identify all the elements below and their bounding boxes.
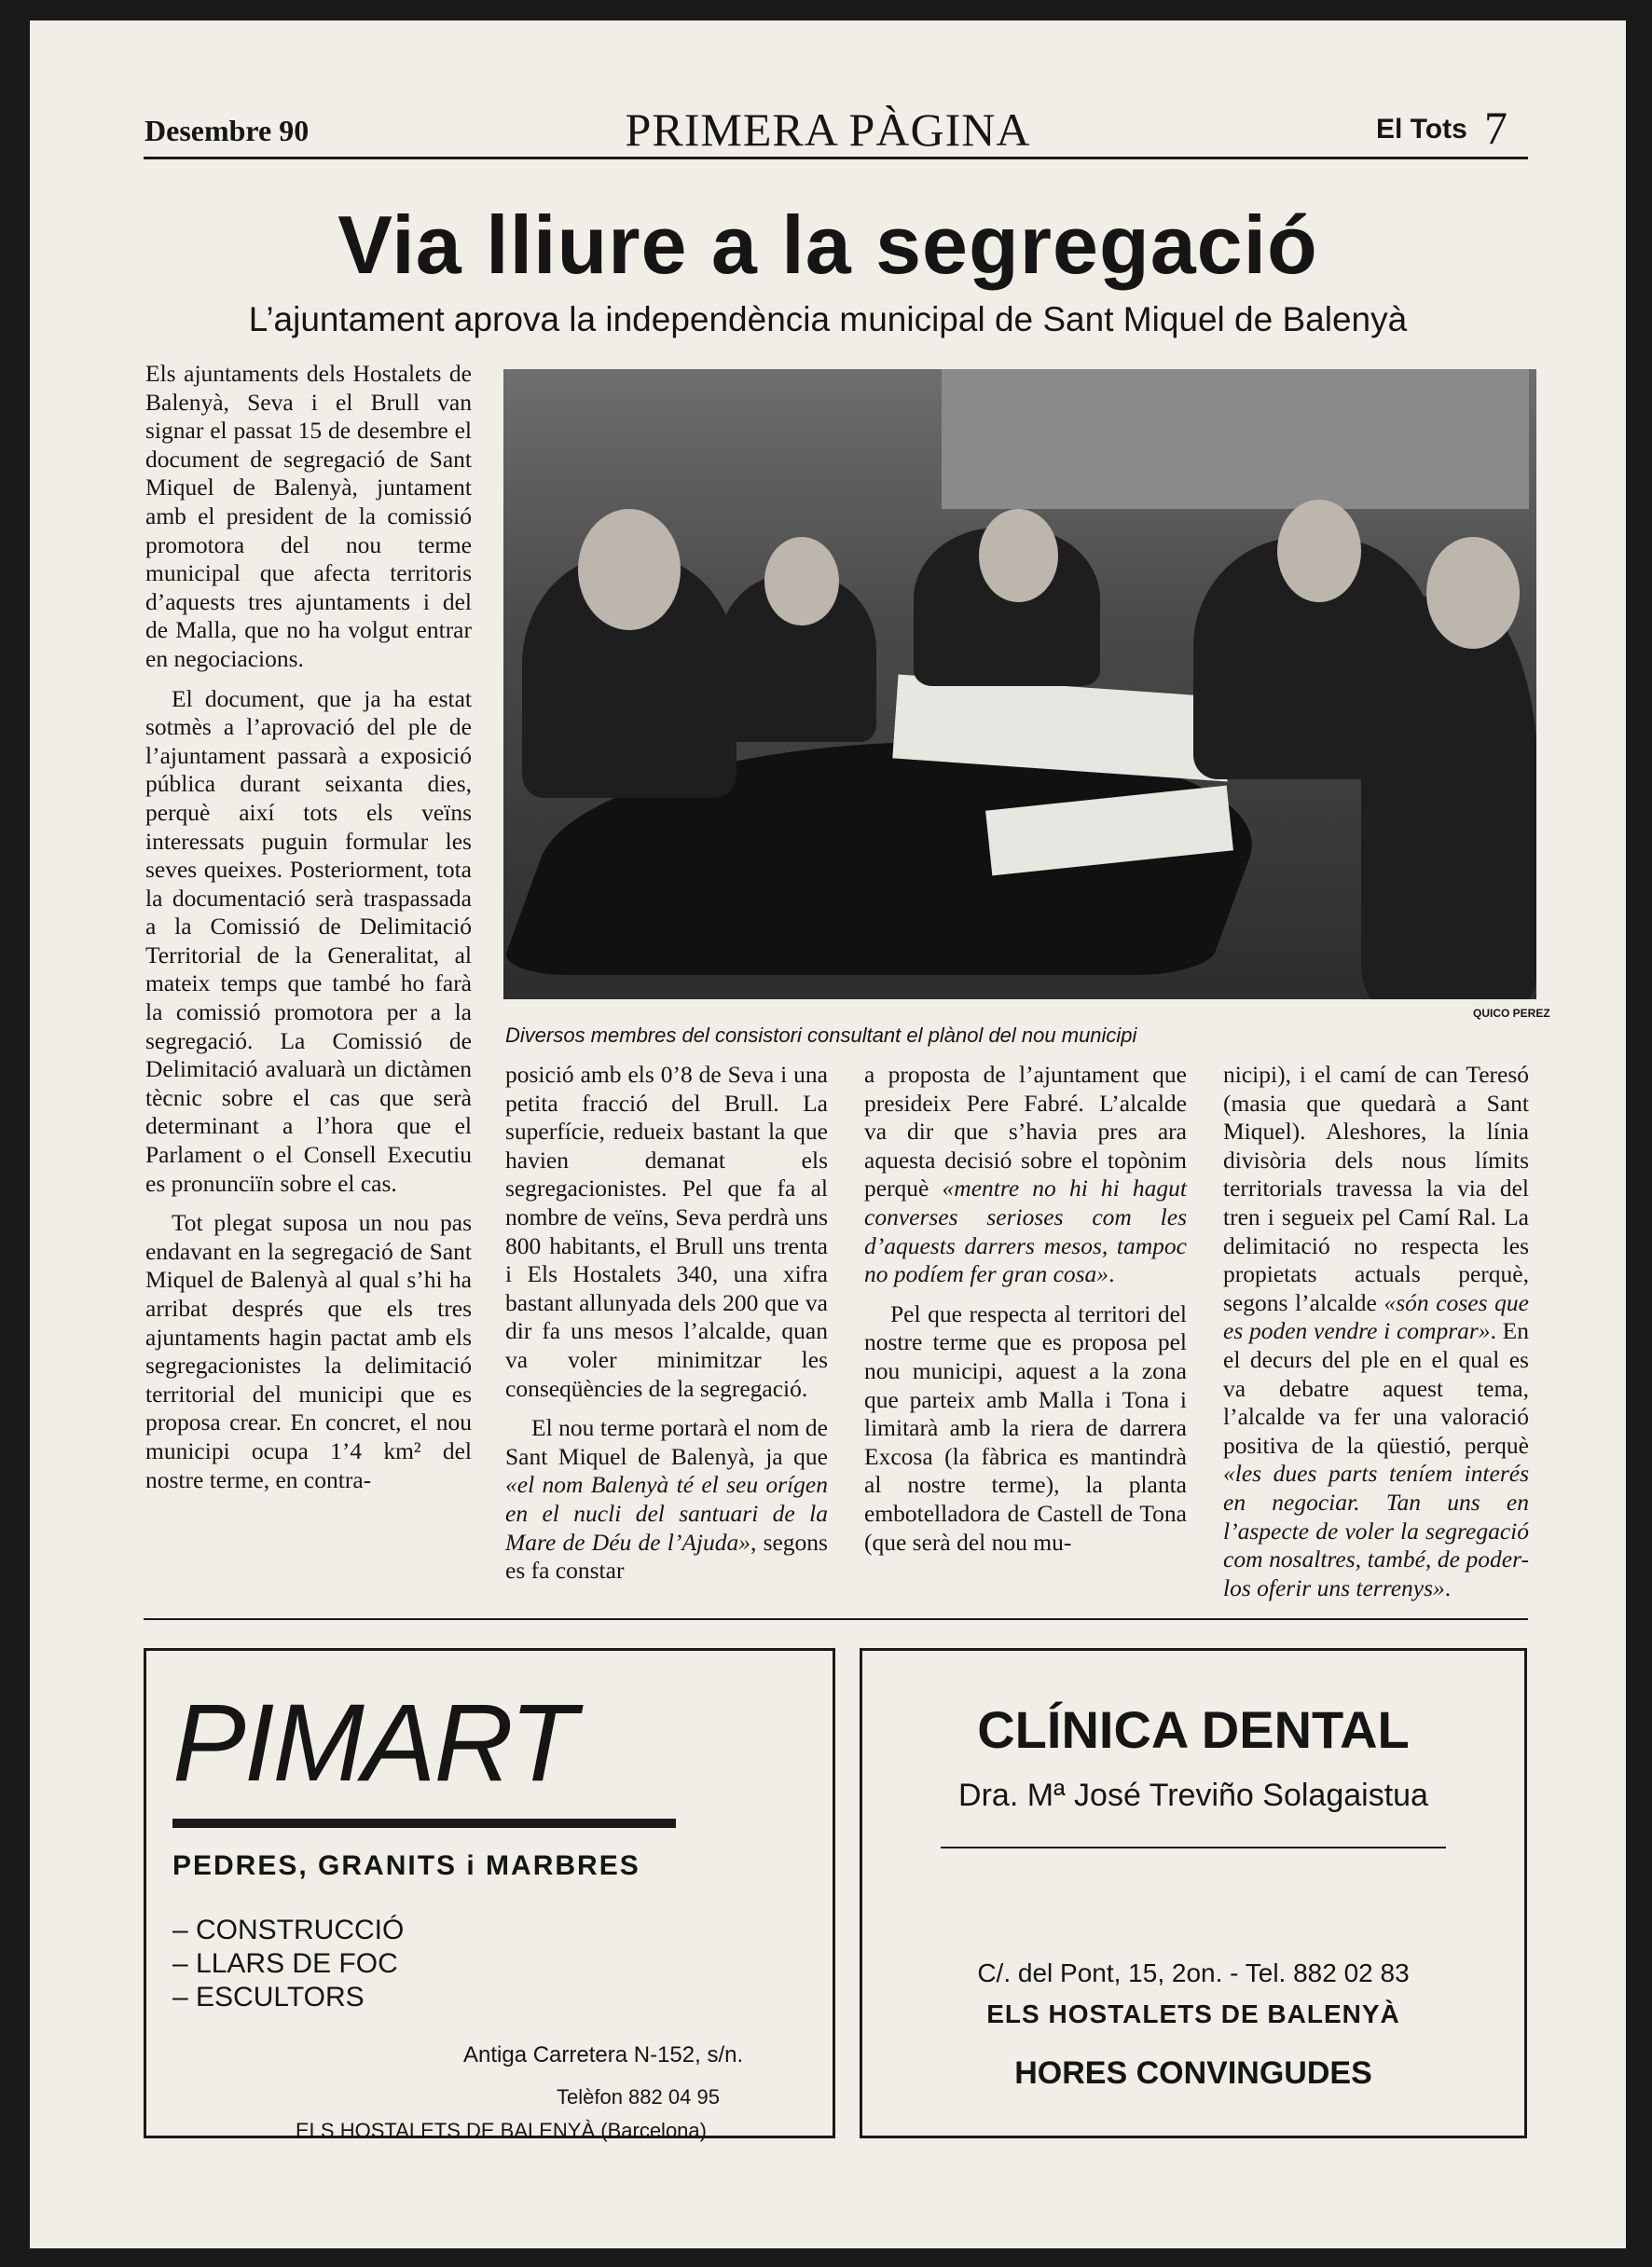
header-rule [144,157,1528,159]
paragraph: a proposta de l’ajuntament que presideix Pere Fabré. L’alcalde va dir que s’havia pres ara aquesta decisió sobre el topònim perquè «mentre no hi hi hagut converses serioses com les d’aquests darrers mesos, tampoc no podíem fer gran cosa». [864,1061,1187,1288]
newspaper-page [30,21,1626,2248]
clinica-address: C/. del Pont, 15, 2on. - Tel. 882 02 83 [977,1958,1410,1987]
service-item: – LLARS DE FOC [172,1948,398,1979]
pimart-advertisement [144,1648,835,2142]
section-divider [144,1618,1528,1620]
pimart-phone: Telèfon 882 04 95 [557,2085,720,2109]
photo-person [578,509,681,630]
quote: «mentre no hi hi hagut converses serioses com les d’aquests darrers mesos, tampoc no podíem fer gran cosa» [864,1175,1187,1288]
article-column-4 [1223,1061,1529,1614]
pimart-town: ELS HOSTALETS DE BALENYÀ (Barcelona) [296,2119,707,2142]
clinica-town: ELS HOSTALETS DE BALENYÀ [986,1999,1400,2028]
clinica-dental-advertisement [860,1648,1527,2138]
photo-credit: QUICO PEREZ [1473,1007,1550,1020]
page-number: 7 [1484,102,1507,154]
pimart-services [172,1914,404,2014]
photo-person [1277,500,1361,602]
paragraph: Els ajuntaments dels Hostalets de Balenyà, Seva i el Brull van signar el passat 15 de desembre el document de segregació de Sant Miquel de Balenyà, juntament amb el president de la comissió promotora del nou terme municipal que afecta territoris d’aquests tres ajuntaments i del de Malla, que no ha volgut entrar en negociacions. [145,360,472,672]
article-headline: Via lliure a la segregació [337,199,1318,291]
pimart-address: Antiga Carretera N-152, s/n. [463,2042,744,2068]
service-item: – CONSTRUCCIÓ [172,1915,405,1945]
photo-person [1361,593,1536,999]
photo-window [942,369,1529,509]
issue-date: Desembre 90 [145,114,310,147]
paragraph: El document, que ja ha estat sotmès a l’aprovació del ple de l’ajuntament passarà a exposició pública durant seixanta dies, perquè així tots els veïns interessats puguin formular les seves queixes. Posteriorment, tota la documentació serà traspassada a la Comissió de Delimitació Territorial de la Generalitat, al mateix temps que també ho farà la comissió promotora per a la segregació. La Comissió de Delimitació avaluarà un dictàmen tècnic sobre el cas que serà determinant a l’hora que el Parlament o el Consell Executiu es pronunciïn sobre el cas. [145,684,472,1197]
paragraph: posició amb els 0’8 de Seva i una petita fracció del Brull. La superfície, redueix bastant la que havien demanat els segregacionistes. Pel que fa al nombre de veïns, Seva perdrà uns 800 habitants, el Brull uns trenta i Els Hostalets 340, una xifra bastant allunyada dels 200 que va dir fa uns mesos l’alcalde, quan va voler minimitzar les conseqüències de la segregació. [505,1061,828,1402]
paragraph: Tot plegat suposa un nou pas endavant en la segregació de Sant Miquel de Balenyà al qual s’hi ha arribat després que els tres ajuntaments hagin pactat amb els segregacionistes la delimitació territorial del municipi que es proposa crear. En concret, el nou municipi ocupa 1’4 km² del nostre terme, en contra- [145,1209,472,1493]
article-column-2 [505,1061,828,1597]
quote: «són coses que es poden vendre i comprar» [1223,1288,1529,1345]
paragraph: Pel que respecta al territori del nostre terme que es proposa pel nou municipi, aquest a la zona que parteix amb Malla i Tona i limitarà amb la riera de darrera Excosa (la fàbrica es mantindrà al nostre terme), la planta embotelladora de Castell de Tona (que serà del nou mu- [864,1299,1187,1556]
photo-caption: Diversos membres del consistori consultant el plànol del nou municipi [505,1024,1137,1047]
pimart-logo: PIMART [172,1682,575,1805]
quote: «les dues parts teníem interés en negociar. Tan uns en l’aspecte de voler la segregació com nosaltres, també, de poder-los oferir uns terrenys» [1223,1460,1529,1601]
article-photo [503,369,1536,999]
logo-underline [172,1819,676,1828]
clinica-rule [941,1847,1446,1848]
pimart-tagline: PEDRES, GRANITS i MARBRES [172,1850,640,1881]
photo-person [979,509,1058,602]
clinica-title: CLÍNICA DENTAL [977,1700,1410,1759]
clinica-hours: HORES CONVINGUDES [1014,2055,1372,2091]
article-subheadline: L’ajuntament aprova la independència municipal de Sant Miquel de Balenyà [248,300,1408,338]
clinica-doctor: Dra. Mª José Treviño Solagaistua [958,1778,1428,1813]
photo-person [764,537,839,625]
quote: «el nom Balenyà té el seu orígen en el nucli del santuari de la Mare de Déu de l’Ajuda» [505,1471,828,1556]
section-title: PRIMERA PÀGINA [625,103,1031,156]
paragraph: El nou terme portarà el nom de Sant Miquel de Balenyà, ja que «el nom Balenyà té el seu orígen en el nucli del santuari de la Mare de Déu de l’Ajuda», segons es fa constar [505,1414,828,1585]
article-column-3 [864,1061,1187,1568]
article-column-1 [145,360,472,1505]
publication-name: El Tots [1376,114,1467,144]
photo-person [1426,537,1520,649]
paragraph: nicipi), i el camí de can Teresó (masia que quedarà a Sant Miquel). Aleshores, la línia divisòria dels nous límits territorials travessa la via del tren i segueix pel Camí Ral. La delimitació no respecta les propietats actuals perquè, segons l’alcalde «són coses que es poden vendre i comprar». En el decurs del ple en el qual es va debatre aquest tema, l’alcalde va fer una valoració positiva de la qüestió, perquè «les dues parts teníem interés en negociar. Tan uns en l’aspecte de voler la segregació com nosaltres, també, de poder-los oferir uns terrenys». [1223,1061,1529,1601]
service-item: – ESCULTORS [172,1982,365,2013]
